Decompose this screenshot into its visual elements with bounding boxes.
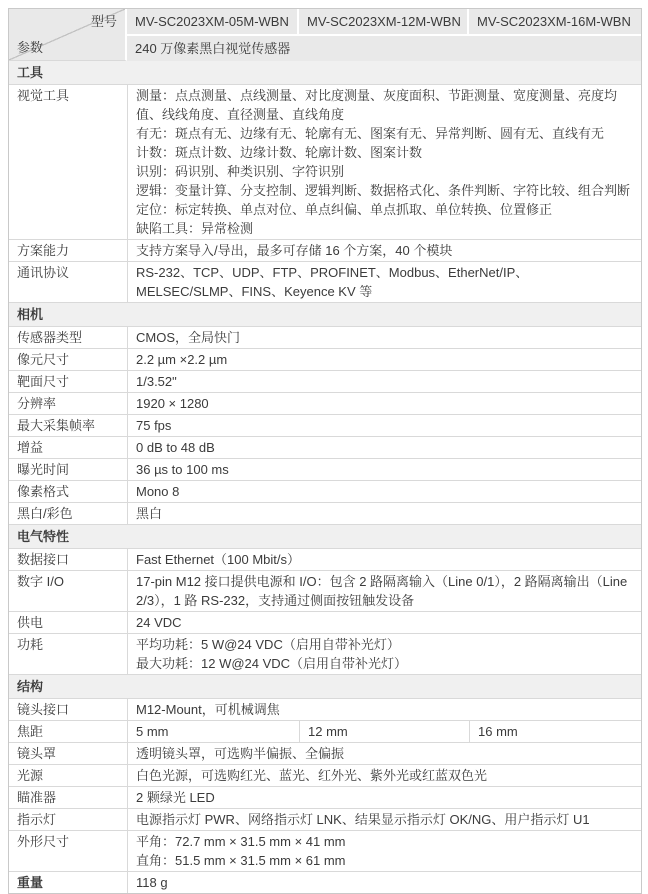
row-value: [127, 437, 641, 459]
spec-row: [9, 85, 641, 240]
spec-row: [9, 240, 641, 262]
row-value: [127, 634, 641, 675]
spec-row: [9, 571, 641, 612]
row-value: [127, 503, 641, 525]
spec-row: [9, 481, 641, 503]
section-title: 结构: [9, 675, 641, 699]
row-value: [127, 743, 641, 765]
row-value: [127, 699, 641, 721]
value-line: 有无：斑点有无、边缘有无、轮廓有无、图案有无、异常判断、圆有无、直线有无: [136, 126, 605, 141]
row-value: [127, 349, 641, 371]
row-value: [127, 549, 641, 571]
row-label: 像素格式: [9, 481, 127, 503]
row-value: [127, 240, 641, 262]
value-line: 电源指示灯 PWR、网络指示灯 LNK、结果显示指示灯 OK/NG、用户指示灯 U1: [136, 812, 590, 827]
spec-row: [9, 743, 641, 765]
section-row: [9, 61, 641, 85]
value-line: 白色光源，可选购红光、蓝光、红外光、紫外光或红蓝双色光: [136, 768, 488, 783]
row-label: 黑白/彩色: [9, 503, 127, 525]
spec-row: [9, 459, 641, 481]
row-label: 增益: [9, 437, 127, 459]
row-value: [127, 787, 641, 809]
spec-row: [9, 634, 641, 675]
row-value: [127, 459, 641, 481]
spec-row: [9, 831, 641, 872]
value-line: 最大功耗：12 W@24 VDC（启用自带补光灯）: [136, 656, 408, 671]
value-line: 逻辑：变量计算、分支控制、逻辑判断、数据格式化、条件判断、字符比较、组合判断: [136, 183, 631, 198]
row-label: 焦距: [9, 721, 127, 743]
row-value: [127, 612, 641, 634]
row-label: 功耗: [9, 634, 127, 675]
value-line: 1/3.52": [136, 374, 177, 389]
row-value: [127, 872, 641, 893]
row-value: [127, 371, 641, 393]
value-line: 平均功耗：5 W@24 VDC（启用自带补光灯）: [136, 637, 400, 652]
spec-row: [9, 549, 641, 571]
value-line: 支持方案导入/导出，最多可存储 16 个方案，40 个模块: [136, 243, 453, 258]
focal-length-cell: 16 mm: [469, 721, 641, 743]
row-label: 外形尺寸: [9, 831, 127, 872]
row-label: 指示灯: [9, 809, 127, 831]
spec-row: [9, 327, 641, 349]
spec-row: [9, 437, 641, 459]
value-line: 2 颗绿光 LED: [136, 790, 215, 805]
spec-row: [9, 721, 641, 743]
model-name-3: MV-SC2023XM-16M-WBN: [469, 9, 641, 36]
row-label: 镜头罩: [9, 743, 127, 765]
spec-table: [8, 8, 642, 894]
value-line: 黑白: [136, 506, 163, 521]
spec-row: [9, 503, 641, 525]
row-value: [127, 809, 641, 831]
spec-row: [9, 371, 641, 393]
value-line: Fast Ethernet（100 Mbit/s）: [136, 552, 301, 567]
section-title: 工具: [9, 61, 641, 85]
param-summary: 240 万像素黑白视觉传感器: [127, 36, 641, 61]
row-label: 方案能力: [9, 240, 127, 262]
section-title: 电气特性: [9, 525, 641, 549]
row-value: [127, 831, 641, 872]
row-label: 重量: [17, 875, 44, 890]
row-label: 瞄准器: [9, 787, 127, 809]
model-name-2: MV-SC2023XM-12M-WBN: [299, 9, 469, 36]
spec-row: [9, 262, 641, 303]
spec-row: [9, 699, 641, 721]
row-value: [127, 765, 641, 787]
row-label: 视觉工具: [9, 85, 127, 240]
section-row: [9, 675, 641, 699]
value-line: 定位：标定转换、单点对位、单点纠偏、单点抓取、单位转换、位置修正: [136, 202, 553, 217]
spec-row: [9, 393, 641, 415]
spec-row: [9, 612, 641, 634]
value-line: CMOS，全局快门: [136, 330, 241, 345]
corner-label-model: 型号: [90, 14, 117, 29]
value-line: 测量：点点测量、点线测量、对比度测量、灰度面积、节距测量、宽度测量、亮度均值、线线角度、直径测量、直线角度: [136, 88, 618, 122]
value-line: RS-232、TCP、UDP、FTP、PROFINET、Modbus、EtherNet/IP、MELSEC/SLMP、FINS、Keyence KV 等: [136, 265, 529, 299]
row-value: [127, 571, 641, 612]
value-line: 0 dB to 48 dB: [136, 440, 215, 455]
value-line: 36 µs to 100 ms: [136, 462, 229, 477]
value-line: 直角：51.5 mm × 31.5 mm × 61 mm: [136, 853, 346, 868]
spec-row: [9, 787, 641, 809]
row-label: 传感器类型: [9, 327, 127, 349]
value-line: 2.2 µm ×2.2 µm: [136, 352, 228, 367]
value-line: 1920 × 1280: [136, 396, 209, 411]
row-value: [127, 327, 641, 349]
row-label: 像元尺寸: [9, 349, 127, 371]
value-line: 17-pin M12 接口提供电源和 I/O：包含 2 路隔离输入（Line 0/1），2 路隔离输出（Line 2/3），1 路 RS-232，支持通过侧面按钮触发设备: [136, 574, 628, 608]
row-value: [127, 85, 641, 240]
value-line: 75 fps: [136, 418, 172, 433]
row-value: [127, 481, 641, 503]
value-line: 平角：72.7 mm × 31.5 mm × 41 mm: [136, 834, 346, 849]
value-line: 118 g: [136, 875, 168, 890]
section-row: [9, 525, 641, 549]
section-row: [9, 303, 641, 327]
value-line: 识别：码识别、种类识别、字符识别: [136, 164, 345, 179]
spec-row: [9, 349, 641, 371]
model-name-1: MV-SC2023XM-05M-WBN: [127, 9, 299, 36]
value-line: M12-Mount，可机械调焦: [136, 702, 280, 717]
spec-row: [9, 872, 641, 893]
corner-cell: [9, 9, 127, 61]
value-line: 24 VDC: [136, 615, 182, 630]
row-label: 最大采集帧率: [9, 415, 127, 437]
value-line: 计数：斑点计数、边缘计数、轮廓计数、图案计数: [136, 145, 423, 160]
row-value: [127, 415, 641, 437]
spec-row: [9, 415, 641, 437]
row-value: [127, 393, 641, 415]
value-line: 透明镜头罩，可选购半偏振、全偏振: [136, 746, 345, 761]
value-line: 缺陷工具：异常检测: [136, 221, 254, 236]
row-value: [127, 262, 641, 303]
row-label: 数据接口: [9, 549, 127, 571]
spec-row: [9, 765, 641, 787]
model-header-row: [9, 9, 641, 36]
focal-length-cell: 12 mm: [299, 721, 469, 743]
row-label: 曝光时间: [9, 459, 127, 481]
value-line: Mono 8: [136, 484, 180, 499]
corner-label-param: 参数: [17, 40, 44, 55]
row-label: 镜头接口: [9, 699, 127, 721]
row-label: 供电: [9, 612, 127, 634]
section-title: 相机: [9, 303, 641, 327]
spec-row: [9, 809, 641, 831]
row-label: 靶面尺寸: [9, 371, 127, 393]
focal-length-cell: 5 mm: [127, 721, 299, 743]
row-label: 光源: [9, 765, 127, 787]
row-label: 数字 I/O: [9, 571, 127, 612]
row-label: 通讯协议: [9, 262, 127, 303]
row-label: 分辨率: [9, 393, 127, 415]
